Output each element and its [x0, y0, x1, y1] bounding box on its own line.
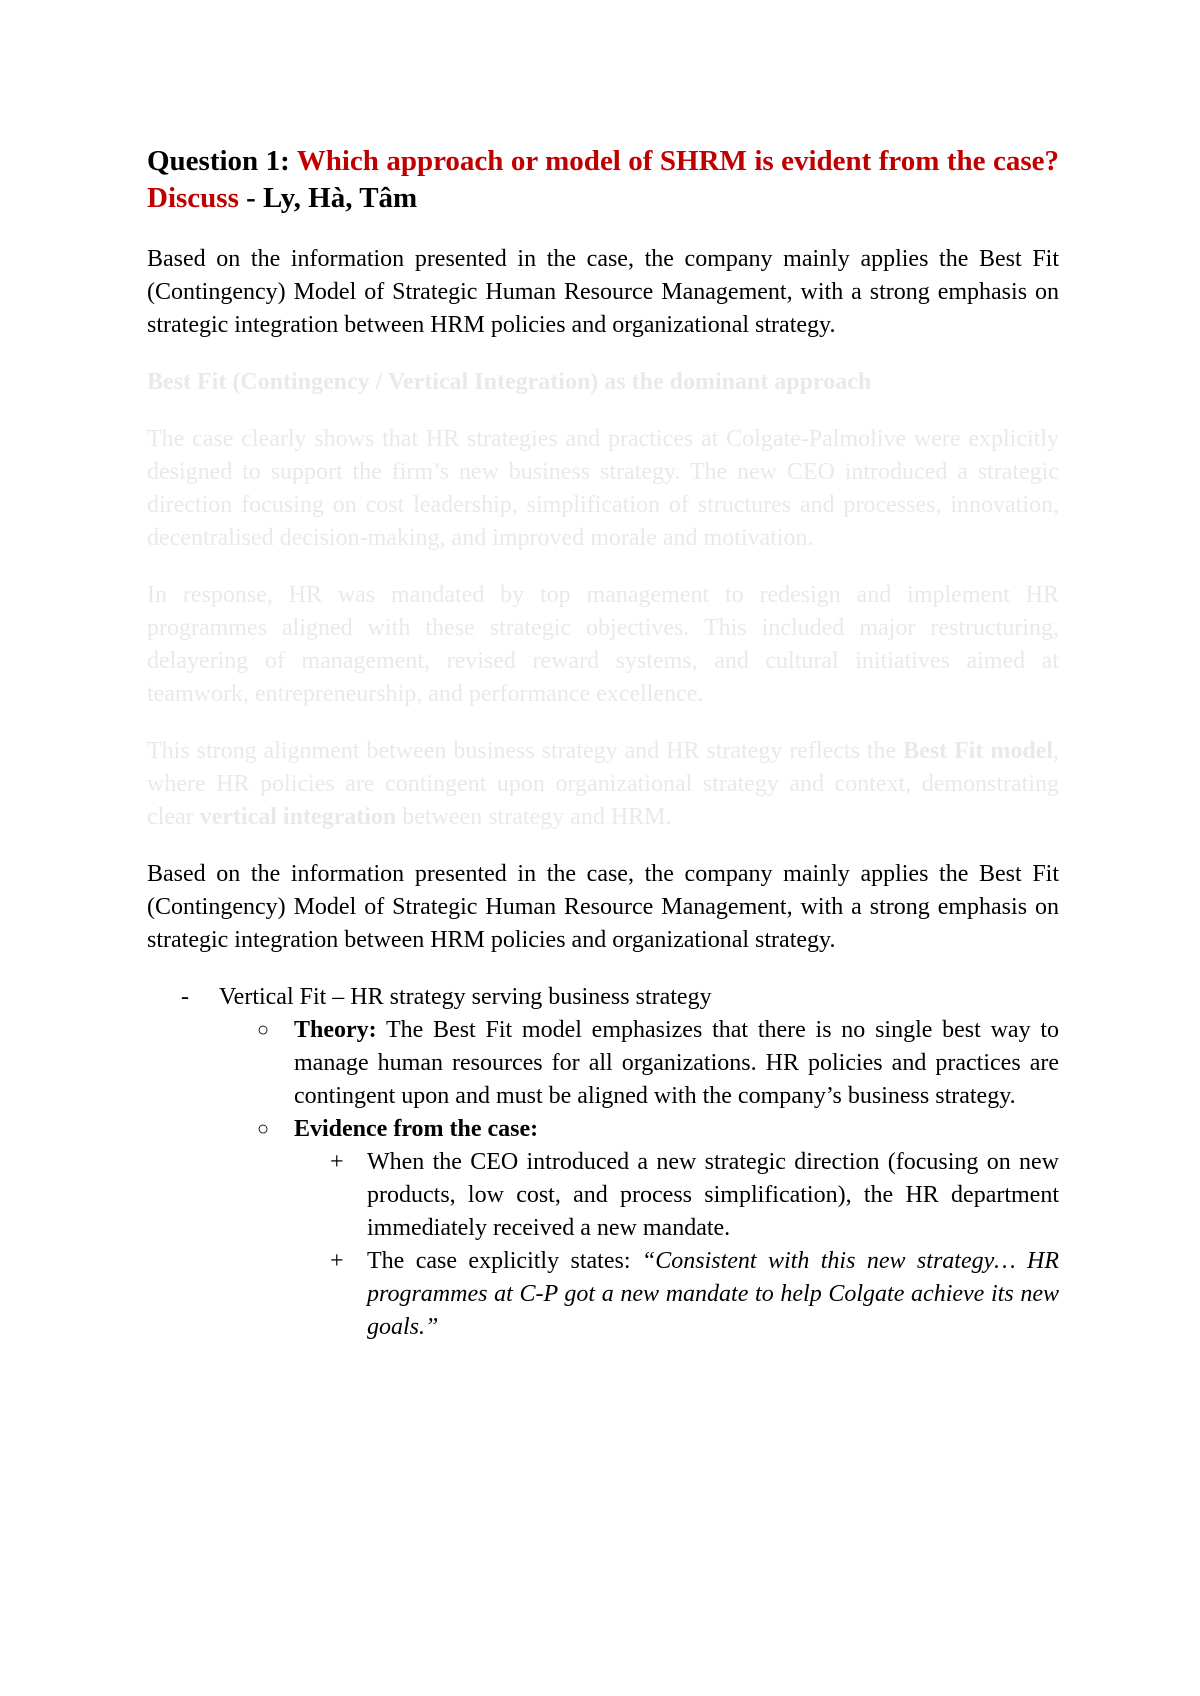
faded-p3-part-e: between strategy and HRM. [396, 804, 672, 830]
evidence-1-text: When the CEO introduced a new strategic direction (focusing on new products, low cost, and process simplification), the HR department immediately received a new mandate. [367, 1149, 1059, 1241]
evidence-2-quote: “Consistent with this new strategy… HR programmes at C-P got a new mandate to help Colgate achieve its new goals.” [367, 1248, 1059, 1340]
faded-paragraph-1: The case clearly shows that HR strategies and practices at Colgate-Palmolive were explicitly designed to support the firm’s new business strategy. The new CEO introduced a strategic direction focusing on cost leadership, simplification of structures and processes, innovation, decentralised decision-making, and improved morale and motivation. [147, 426, 1059, 551]
evidence-item-2 [147, 1245, 1059, 1344]
faded-section [147, 366, 1059, 834]
heading-separator: - [238, 182, 264, 214]
plus-bullet: + [330, 1248, 344, 1274]
circle-bullet: ○ [257, 1019, 270, 1041]
evidence-list [294, 1146, 1059, 1344]
dash-bullet: - [181, 984, 189, 1010]
faded-p3-bold-best-fit: Best Fit model [903, 738, 1053, 764]
intro-paragraph: Based on the information presented in the case, the company mainly applies the Best Fit (Contingency) Model of Strategic Human Resource Management, with a strong emphasis on strategic integration between HRM policies and organizational strategy. [147, 246, 1059, 338]
circle-bullet: ○ [257, 1118, 270, 1140]
faded-subheading: Best Fit (Contingency / Vertical Integration) as the dominant approach [147, 369, 872, 395]
list-item-vertical-fit [147, 981, 1059, 1344]
theory-label: Theory: [294, 1017, 377, 1043]
faded-paragraph-2: In response, HR was mandated by top management to redesign and implement HR programmes aligned with these strategic objectives. This included major restructuring, delayering of management, revised reward systems, and cultural initiatives aimed at teamwork, entrepreneurship, and performance excellence. [147, 582, 1059, 707]
plus-bullet: + [330, 1149, 344, 1175]
question-heading [147, 143, 1059, 217]
evidence-label: Evidence from the case: [294, 1116, 539, 1142]
evidence-2-text: The case explicitly states: [367, 1248, 642, 1274]
question-authors: Ly, Hà, Tâm [263, 182, 418, 214]
theory-text: The Best Fit model emphasizes that there is no single best way to manage human resources for all organizations. HR policies and practices are contingent upon and must be aligned with the company’s business strategy. [294, 1017, 1059, 1109]
document-content [147, 143, 1059, 1344]
faded-p3-bold-vertical: vertical integration [199, 804, 397, 830]
list-item-evidence [147, 1113, 1059, 1344]
faded-p3-part-c: , where HR policies are contingent upon organizational strategy and context, demonstrating clear [147, 738, 1059, 830]
question-text: Which approach or model of SHRM is evident from the case? Discuss [147, 145, 1059, 214]
evidence-item-1 [147, 1146, 1059, 1245]
faded-paragraph-3 [147, 735, 1059, 834]
list-item-theory [147, 1014, 1059, 1113]
main-list [147, 981, 1059, 1344]
vertical-fit-text: Vertical Fit – HR strategy serving business strategy [219, 984, 712, 1010]
sub-list [219, 1014, 1059, 1344]
faded-p3-part-a: This strong alignment between business strategy and HR strategy reflects the [147, 738, 904, 764]
question-prefix: Question 1: [147, 145, 297, 177]
repeat-paragraph: Based on the information presented in the case, the company mainly applies the Best Fit (Contingency) Model of Strategic Human Resource Management, with a strong emphasis on strategic integration between HRM policies and organizational strategy. [147, 861, 1059, 953]
